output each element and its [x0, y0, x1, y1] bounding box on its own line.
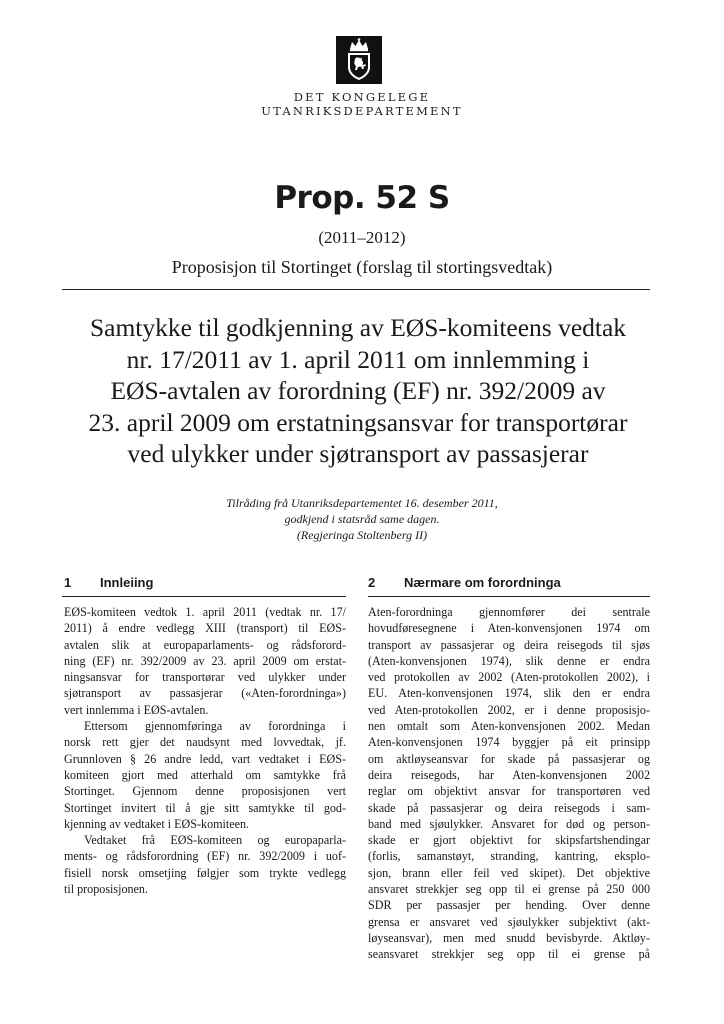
body-line: deira reisegods, har Aten-konvensjonen 2002	[368, 767, 650, 782]
body-line: komiteen gjort med atterhald om samtykke frå	[64, 767, 346, 782]
body-line: (forlis, samanstøyt, stranding, kantring, eksplo-	[368, 849, 650, 864]
body-line: ved protokollen av 2002 (Aten-protokollen 2002), i	[368, 670, 650, 685]
body-line: ningsansvar for transportørar ved ulykker under	[64, 670, 346, 685]
body-line: til proposisjonen.	[64, 882, 148, 897]
body-line: Stortinget invitert til å gje sitt samtykke til god-	[64, 800, 346, 815]
section-2-rule	[368, 596, 650, 597]
body-line: EU. Aten-konvensjonen 1974, slik den er endra	[368, 686, 650, 701]
body-line: 2011) å endre vedlegg XIII (transport) til EØS-	[64, 621, 346, 636]
body-line: hovudføresegnene i Aten-konvensjonen 1974 om	[368, 621, 650, 636]
section-1-body	[64, 604, 346, 897]
body-line: Aten-konvensjonen 1974 byggjer på eit prinsipp	[368, 735, 650, 750]
proposition-number: Prop. 52 S	[274, 180, 450, 216]
title-line: 23. april 2009 om erstatningsansvar for transportørar	[88, 407, 628, 437]
body-line: norsk rett gjer det naudsynt med lovvedtak, jf.	[64, 735, 346, 750]
body-line: skade er gjort objektivt for skipsfartshendingar	[368, 833, 650, 848]
body-line: ments- og rådsforordning (EF) nr. 392/2009 i uof-	[64, 849, 346, 864]
body-line: nen omtalt som Aten-konvensjonen 2002. Medan	[368, 719, 650, 734]
department-name-line2: UTANRIKSDEPARTEMENT	[261, 104, 463, 118]
title-line: EØS-avtalen av forordning (EF) nr. 392/2009 av	[110, 376, 606, 405]
approval-line: Tilråding frå Utanriksdepartementet 16. desember 2011,	[226, 496, 498, 510]
body-line: EØS-komiteen vedtok 1. april 2011 (vedtak nr. 17/	[64, 605, 346, 619]
title-line: Samtykke til godkjenning av EØS-komiteens vedtak	[89, 313, 627, 342]
body-line: avtalen slik at europaparlaments- og rådsforord-	[64, 637, 346, 652]
section-2-heading	[368, 575, 561, 590]
norwegian-coat-of-arms-icon	[336, 36, 382, 84]
body-line: om aktløyseansvar for skade på passasjerar og	[368, 751, 650, 766]
body-line: ved Aten-protokollen 2002, er i denne proposisjo-	[368, 702, 650, 717]
department-name-line1: DET KONGELEGE	[293, 90, 431, 104]
body-line: Ettersom gjennomføringa av forordninga i	[84, 719, 346, 734]
approval-line: (Regjeringa Stoltenberg II)	[296, 528, 428, 542]
section-number: 2	[368, 575, 376, 590]
section-title: Innleiing	[100, 575, 154, 590]
body-line: SDR per passasjer per hending. Over denne	[368, 898, 650, 913]
body-line: Grunnloven § 26 andre ledd, vart vedtaket i EØS-	[64, 751, 346, 766]
body-line: ansvaret strekkjer seg opp til ei grense på 250 000	[368, 882, 650, 897]
section-2-body	[368, 604, 650, 963]
approval-line: godkjend i statsråd same dagen.	[284, 512, 440, 526]
section-1-heading	[64, 575, 153, 590]
body-line: løyseansvar), men med snudd bevisbyrde. Aktløy-	[368, 930, 650, 945]
body-line: sjon, brann eller feil ved skipet). Det objektive	[368, 865, 650, 880]
body-line: transport av passasjerar og deira reisegods til sjøs	[368, 637, 650, 652]
body-line: fisiell norsk omsetjing følgjer som trykte vedlegg	[64, 865, 346, 880]
body-line: skade på passasjerar og deira reisegods i sam-	[368, 800, 650, 815]
body-line: (Aten-konvensjonen 1974), slik denne er endra	[368, 653, 650, 668]
body-line: kjenning av vedtaket i EØS-komiteen.	[64, 816, 250, 831]
body-line: Aten-forordninga gjennomfører dei sentrale	[368, 605, 650, 619]
title-line: nr. 17/2011 av 1. april 2011 om innlemming i	[126, 344, 590, 374]
body-line: vert innlemma i EØS-avtalen.	[64, 702, 209, 717]
section-title: Nærmare om forordninga	[404, 575, 561, 590]
session-years: (2011–2012)	[318, 228, 406, 247]
document-title	[50, 312, 666, 470]
body-line: Stortinget. Gjennom denne proposisjonen vert	[64, 784, 346, 799]
body-line: sjøtransport av passasjerar («Aten-forordninga»)	[64, 686, 346, 701]
document-subtitle: Proposisjon til Stortinget (forslag til stortingsvedtak)	[171, 257, 553, 277]
title-divider	[62, 289, 650, 290]
body-line: Vedtaket frå EØS-komiteen og europaparla-	[84, 833, 346, 848]
body-line: seansvaret strekkjer seg opp til ei grense på	[368, 947, 650, 962]
body-line: grensa er ansvaret ved sjøulykker subjektivt (akt-	[368, 914, 650, 929]
approval-note	[0, 495, 724, 543]
body-line: reglar om objektivt ansvar for transportøren ved	[368, 784, 650, 799]
body-line: band med sjøulykker. Ansvaret for død og person-	[368, 816, 650, 831]
body-line: ning (EF) nr. 392/2009 av 23. april 2009 om erstat-	[64, 653, 346, 668]
title-line: ved ulykker under sjøtransport av passasjerar	[127, 439, 589, 468]
section-1-rule	[62, 596, 346, 597]
section-number: 1	[64, 575, 72, 590]
